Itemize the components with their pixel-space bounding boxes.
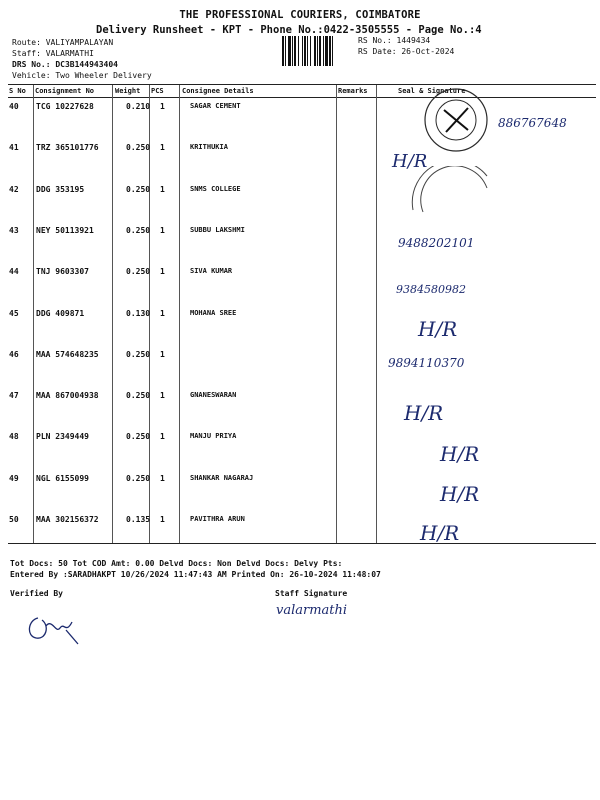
weight-value: 0.250 bbox=[126, 267, 151, 277]
company-seal bbox=[420, 84, 492, 156]
weight-value: 0.250 bbox=[126, 391, 151, 401]
weight-value: 0.250 bbox=[126, 349, 151, 359]
table-row bbox=[8, 263, 596, 304]
runsheet-subtitle: Delivery Runsheet - KPT - Phone No.:0422-3505555 - Page No.:4 bbox=[96, 24, 482, 36]
table-row bbox=[8, 222, 596, 263]
staff-signature: valarmathi bbox=[276, 603, 348, 618]
consignment-number: MAA 302156372 bbox=[36, 515, 99, 524]
weight-value: 0.135 bbox=[126, 515, 151, 524]
route-label: Route: VALIYAMPALAYAN bbox=[12, 38, 114, 47]
handwritten-signature: H/R bbox=[440, 481, 480, 506]
handwritten-signature: H/R bbox=[404, 401, 444, 426]
barcode bbox=[282, 36, 354, 66]
weight-value: 0.250 bbox=[126, 225, 151, 235]
weight-value: 0.210 bbox=[126, 102, 151, 111]
col-remarks: Remarks bbox=[338, 87, 368, 95]
consignment-number: NEY 50113921 bbox=[36, 225, 94, 235]
table-row bbox=[8, 346, 596, 387]
pieces-count: 1 bbox=[160, 515, 165, 524]
weight-value: 0.250 bbox=[126, 432, 151, 442]
col-weight: Weight bbox=[115, 87, 141, 95]
table-row bbox=[8, 139, 596, 180]
consignee-name: GNANESWARAN bbox=[190, 391, 237, 400]
row-sno: 48 bbox=[9, 432, 19, 442]
handwritten-signature: H/R bbox=[392, 151, 428, 173]
consignee-name: SAGAR CEMENT bbox=[190, 102, 241, 110]
handwritten-signature: H/R bbox=[418, 316, 458, 341]
handwritten-signature: 9488202101 bbox=[398, 235, 475, 250]
consignment-number: TCG 10227628 bbox=[36, 102, 94, 111]
table-row bbox=[8, 428, 596, 469]
pieces-count: 1 bbox=[160, 473, 165, 483]
row-sno: 44 bbox=[9, 267, 19, 277]
table-row bbox=[8, 181, 596, 222]
row-sno: 40 bbox=[9, 102, 19, 111]
col-pcs: PCS bbox=[151, 87, 164, 95]
drs-number: DRS No.: DC3B144943404 bbox=[12, 60, 118, 69]
pieces-count: 1 bbox=[160, 184, 165, 194]
row-sno: 47 bbox=[9, 391, 19, 401]
col-sno: S No bbox=[9, 87, 26, 95]
pieces-count: 1 bbox=[160, 102, 165, 111]
pieces-count: 1 bbox=[160, 349, 165, 359]
staff-signature-label: Staff Signature bbox=[275, 589, 348, 598]
company-title: THE PROFESSIONAL COURIERS, COIMBATORE bbox=[179, 9, 421, 21]
table-row bbox=[8, 98, 596, 139]
consignment-number: PLN 2349449 bbox=[36, 432, 89, 442]
verifier-signature bbox=[20, 604, 90, 649]
row-sno: 49 bbox=[9, 473, 19, 483]
weight-value: 0.130 bbox=[126, 308, 151, 318]
consignee-name: SUBBU LAKSHMI bbox=[190, 225, 245, 234]
consignment-number: DDG 409871 bbox=[36, 308, 85, 318]
row-sno: 45 bbox=[9, 308, 19, 318]
consignee-name: MOHANA SREE bbox=[190, 308, 237, 317]
table-header bbox=[8, 85, 596, 98]
handwritten-signature: H/R bbox=[420, 521, 460, 545]
consignee-name: MANJU PRIYA bbox=[190, 432, 237, 441]
rs-date: RS Date: 26-Oct-2024 bbox=[358, 47, 455, 56]
handwritten-signature: 9384580982 bbox=[396, 283, 466, 297]
table-row bbox=[8, 470, 596, 511]
pieces-count: 1 bbox=[160, 143, 165, 153]
pieces-count: 1 bbox=[160, 267, 165, 277]
consignee-name: SHANKAR NAGARAJ bbox=[190, 473, 254, 482]
consignment-number: DDG 353195 bbox=[36, 184, 85, 194]
pieces-count: 1 bbox=[160, 308, 165, 318]
weight-value: 0.250 bbox=[126, 143, 151, 153]
table-row bbox=[8, 305, 596, 346]
staff-label: Staff: VALARMATHI bbox=[12, 49, 94, 58]
row-sno: 46 bbox=[9, 349, 19, 359]
row-sno: 42 bbox=[9, 184, 19, 194]
row-sno: 41 bbox=[9, 143, 19, 153]
col-consignment: Consignment No bbox=[35, 87, 95, 95]
weight-value: 0.250 bbox=[126, 184, 151, 194]
entered-by-line: Entered By :SARADHAKPT 10/26/2024 11:47:43 AM Printed On: 26-10-2024 11:48:07 bbox=[10, 570, 381, 579]
table-row bbox=[8, 387, 596, 428]
col-seal: Seal & Signature bbox=[398, 87, 466, 95]
handwritten-signature: 886767648 bbox=[498, 116, 567, 130]
col-consignee: Consignee Details bbox=[182, 87, 254, 95]
weight-value: 0.250 bbox=[126, 473, 151, 483]
pieces-count: 1 bbox=[160, 391, 165, 401]
row-sno: 50 bbox=[9, 515, 19, 524]
vehicle-label: Vehicle: Two Wheeler Delivery bbox=[12, 71, 152, 80]
table-row bbox=[8, 511, 596, 552]
handwritten-signature: H/R bbox=[440, 442, 480, 467]
pieces-count: 1 bbox=[160, 225, 165, 235]
consignment-number: TRZ 365101776 bbox=[36, 143, 99, 153]
rs-number: RS No.: 1449434 bbox=[358, 36, 431, 45]
consignee-name: SIVA KUMAR bbox=[190, 267, 233, 276]
consignment-table bbox=[8, 84, 596, 544]
college-seal bbox=[405, 166, 495, 214]
row-sno: 43 bbox=[9, 225, 19, 235]
consignment-number: MAA 867004938 bbox=[36, 391, 99, 401]
consignee-name: PAVITHRA ARUN bbox=[190, 515, 245, 523]
pieces-count: 1 bbox=[160, 432, 165, 442]
consignment-number: NGL 6155099 bbox=[36, 473, 89, 483]
consignment-number: MAA 574648235 bbox=[36, 349, 99, 359]
totals-line: Tot Docs: 50 Tot COD Amt: 0.00 Delvd Docs: Non Delvd Docs: Delvy Pts: bbox=[10, 559, 343, 568]
consignee-name: SNMS COLLEGE bbox=[190, 184, 241, 193]
consignment-number: TNJ 9603307 bbox=[36, 267, 89, 277]
verified-by-label: Verified By bbox=[10, 589, 63, 598]
handwritten-signature: 9894110370 bbox=[388, 355, 465, 370]
consignee-name: KRITHUKIA bbox=[190, 143, 228, 152]
